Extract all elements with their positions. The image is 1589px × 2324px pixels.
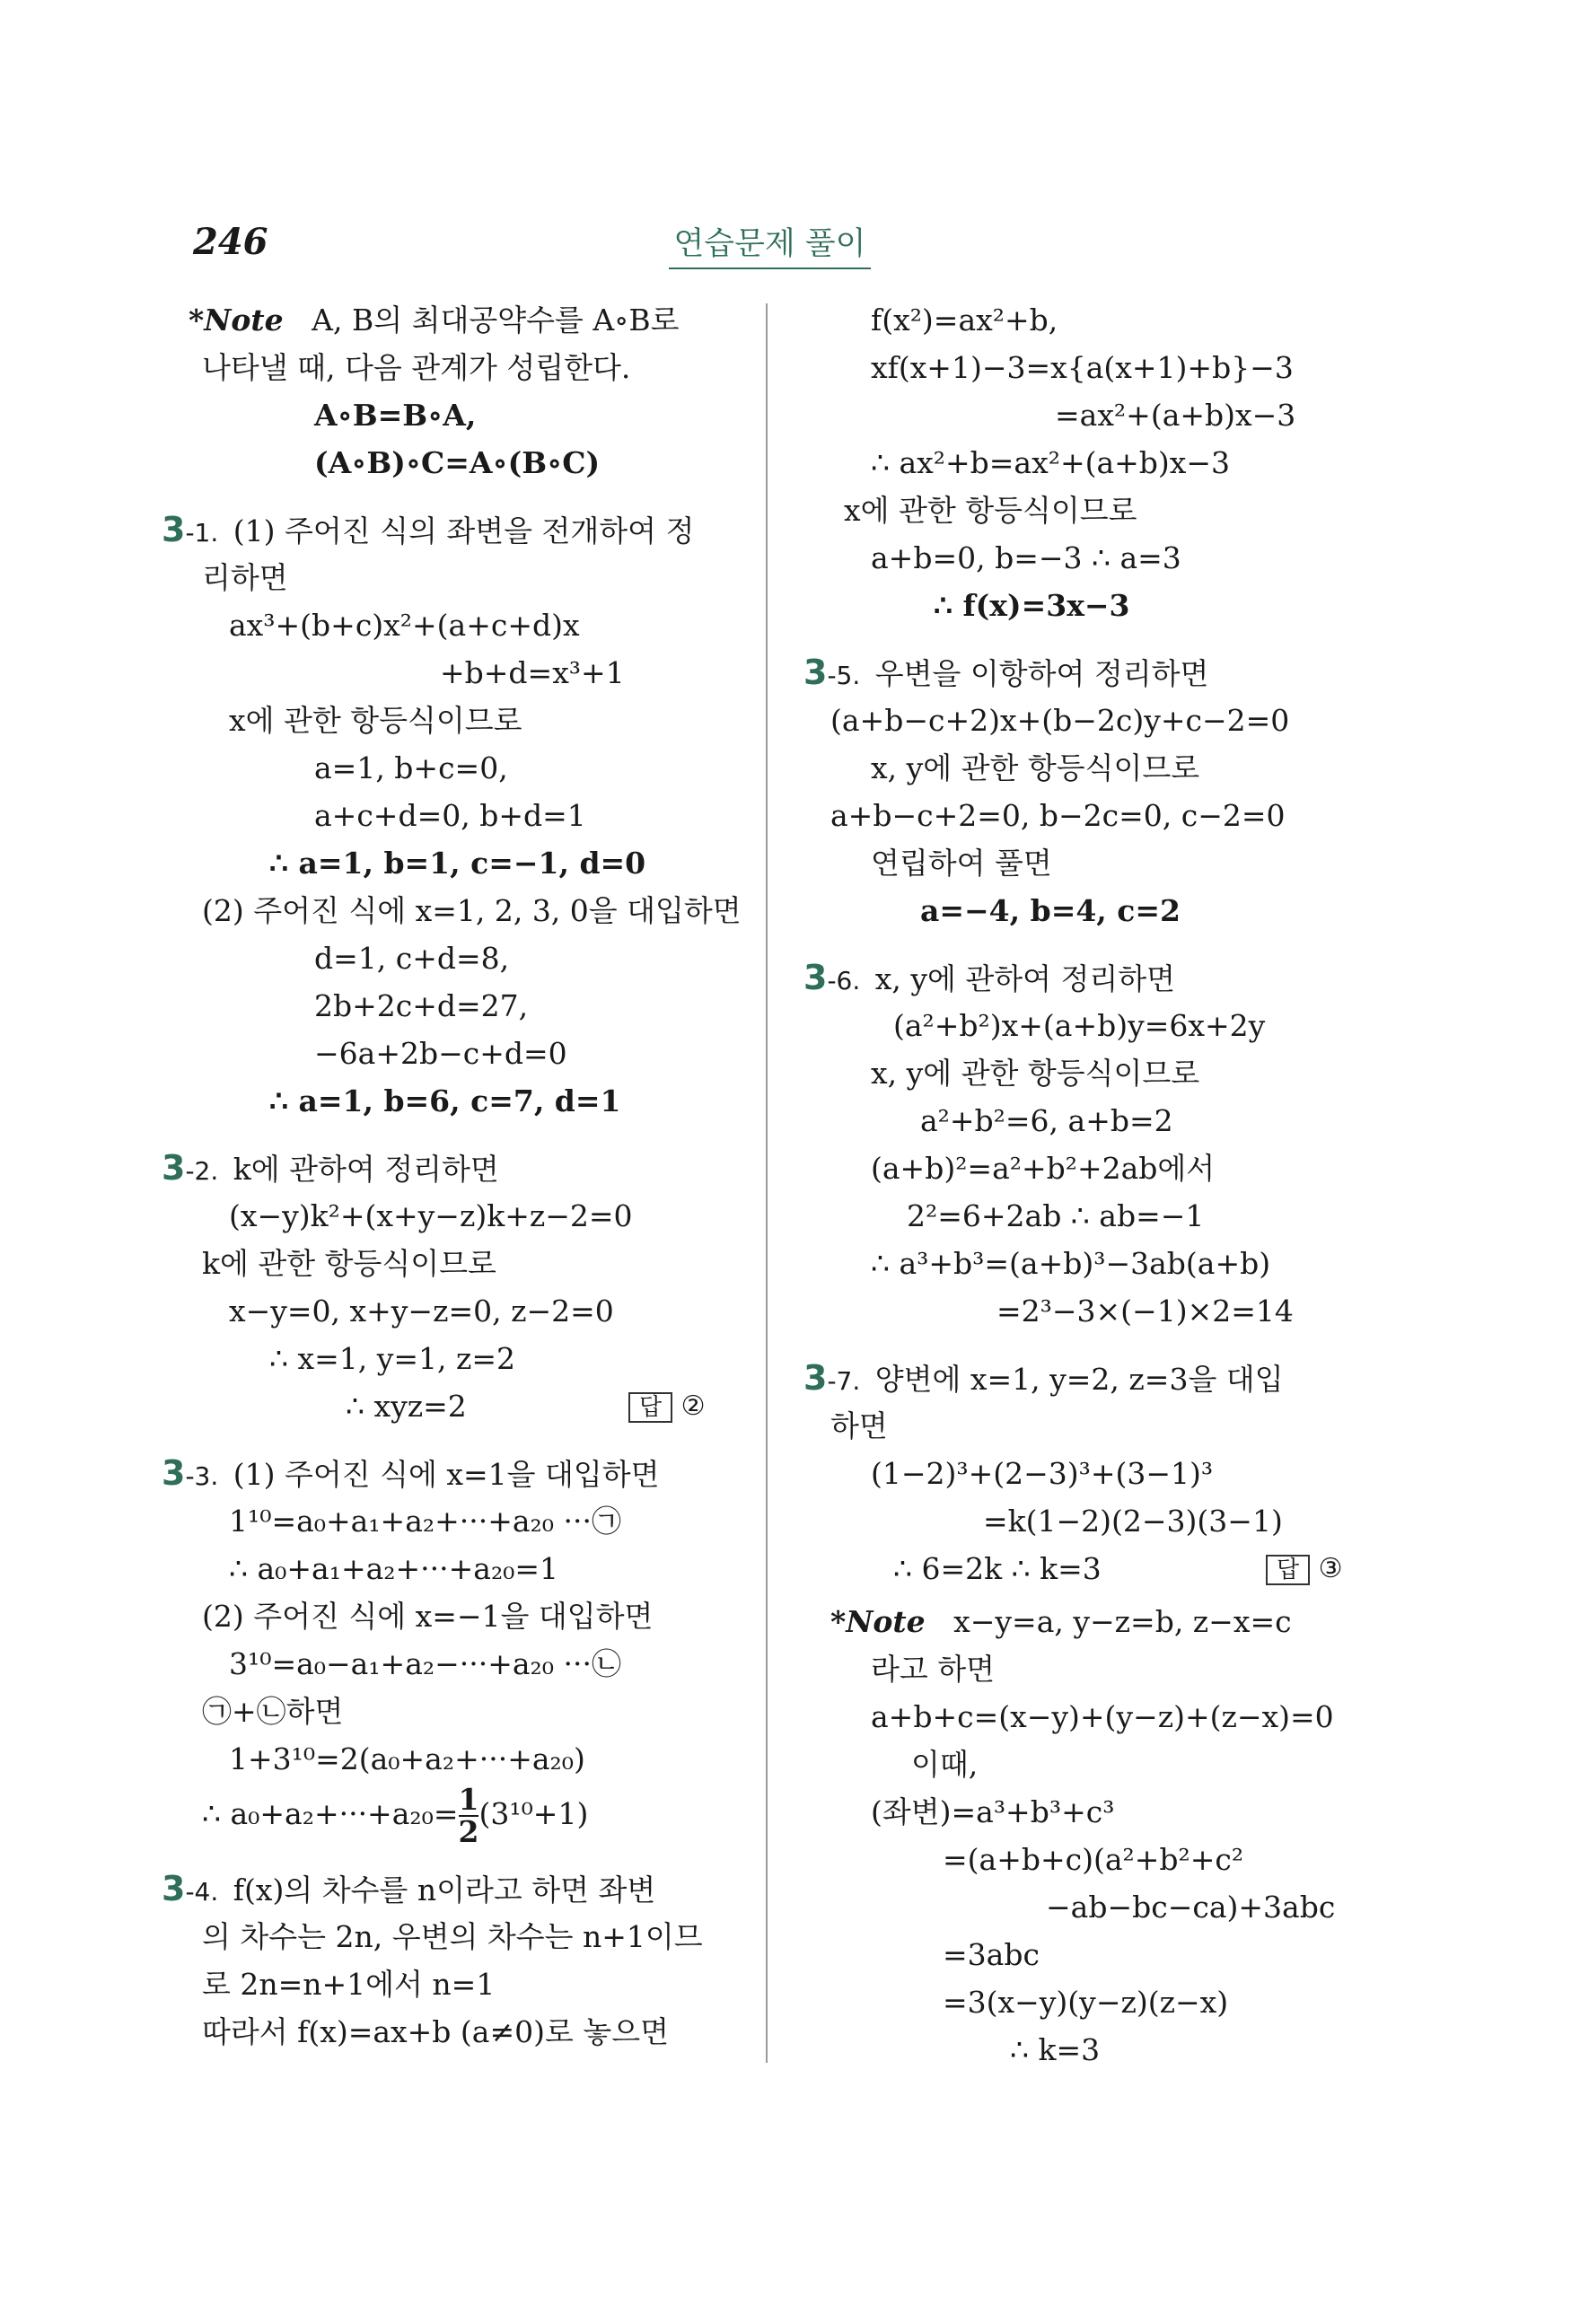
solution-line: (x−y)k²+(x+y−z)k+z−2=0 [229,1198,633,1233]
solution-line: 의 차수는 2n, 우변의 차수는 n+1이므 [202,1919,703,1954]
solution-result: ∴ a=1, b=1, c=−1, d=0 [269,846,646,881]
answer [1266,1545,1343,1594]
result-rhs: (3¹⁰+1) [478,1796,589,1831]
solution-line: x, y에 관한 항등식이므로 [871,750,1200,785]
note-label: *Note [830,1604,926,1639]
solution-line: 하면 [830,1408,888,1443]
problem-heading [162,1450,736,1497]
note-line: −ab−bc−ca)+3abc [1046,1890,1336,1925]
solution-line: x에 관한 항등식이므로 [844,493,1137,528]
solution-result [162,1782,736,1849]
answer-value: ② [680,1390,706,1422]
solution-result: ∴ 6=2k ∴ k=3 [893,1551,1102,1586]
solution-result: ∴ a=1, b=6, c=7, d=1 [269,1083,621,1118]
solution-line: (2) 주어진 식에 x=−1을 대입하면 [202,1599,654,1634]
page-number: 246 [193,221,268,263]
note-line: a+b+c=(x−y)+(y−z)+(z−x)=0 [871,1699,1334,1734]
note-line: 라고 하면 [871,1652,996,1687]
solution-line: 2²=6+2ab ∴ ab=−1 [907,1198,1205,1233]
problem-heading [162,1144,736,1192]
solution-line: d=1, c+d=8, [314,941,510,976]
solution-line: a+c+d=0, b+d=1 [314,798,586,833]
problem-number: 3-2. [162,1148,219,1188]
note-line [803,1598,1396,1645]
solution-line [162,1382,736,1430]
problem-heading [803,1355,1396,1402]
problem-3-4 [162,1865,736,2056]
note-text: x−y=a, y−z=b, z−x=c [953,1604,1292,1639]
solution-line: (a+b−c+2)x+(b−2c)y+c−2=0 [830,703,1290,738]
solution-line: 리하면 [202,560,288,595]
note-line [162,296,736,344]
solution-line: f(x²)=ax²+b, [871,303,1058,338]
solution-line: +b+d=x³+1 [440,655,625,690]
note-intro [162,296,736,487]
solution-line: 따라서 f(x)=ax+b (a≠0)로 놓으면 [202,2014,669,2049]
problem-number: 3-3. [162,1453,219,1493]
problem-text: 양변에 x=1, y=2, z=3을 대입 [874,1362,1284,1397]
solution-line: k에 관한 항등식이므로 [202,1246,496,1281]
note-text: A, B의 최대공약수를 A∘B로 [312,303,680,338]
problem-3-7 [803,1355,1396,1592]
problem-heading [162,1865,736,1913]
note-line: (좌변)=a³+b³+c³ [871,1794,1115,1829]
note-result: ∴ k=3 [1010,2032,1101,2067]
note-line: 이때, [911,1747,979,1782]
solution-line: ㉠+㉡하면 [202,1694,344,1729]
solution-line: ax³+(b+c)x²+(a+c+d)x [229,608,580,643]
problem-number: 3-5. [803,653,861,692]
note-line: =3abc [943,1937,1040,1972]
frac-numerator: 1 [458,1782,479,1817]
solution-result: ∴ xyz=2 [346,1389,467,1424]
problem-number: 3-6. [803,958,861,997]
solution-line: a=1, b+c=0, [314,750,508,785]
answer [628,1382,706,1432]
note-line: 나타낼 때, 다음 관계가 성립한다. [202,350,631,385]
problem-3-1 [162,506,742,1125]
solution-line: x−y=0, x+y−z=0, z−2=0 [229,1294,614,1329]
problem-3-6 [803,954,1396,1335]
problem-text: k에 관하여 정리하면 [233,1152,499,1187]
problem-text: 우변을 이항하여 정리하면 [874,656,1209,691]
problem-3-4-continued [803,296,1396,629]
column-divider [766,303,768,2063]
problem-3-5 [803,649,1396,934]
solution-line [803,1545,1396,1592]
result-lhs: ∴ a₀+a₂+···+a₂₀= [202,1796,459,1831]
solution-line: 3¹⁰=a₀−a₁+a₂−···+a₂₀ ···㉡ [229,1646,621,1681]
solution-line: x에 관한 항등식이므로 [229,703,522,738]
solution-line: 1¹⁰=a₀+a₁+a₂+···+a₂₀ ···㉠ [229,1504,621,1539]
note-label: *Note [189,303,284,338]
right-column [803,296,1396,2074]
solution-line: xf(x+1)−3=x{a(x+1)+b}−3 [871,350,1294,385]
solution-line: −6a+2b−c+d=0 [314,1036,567,1071]
solution-line: a+b−c+2=0, b−2c=0, c−2=0 [830,798,1286,833]
solution-line: ∴ ax²+b=ax²+(a+b)x−3 [871,445,1231,480]
problem-text: (1) 주어진 식의 좌변을 전개하여 정 [233,513,695,548]
fraction [458,1782,479,1849]
note-line: =(a+b+c)(a²+b²+c² [943,1842,1244,1877]
solution-line: 1+3¹⁰=2(a₀+a₂+···+a₂₀) [229,1741,585,1776]
problem-heading [803,649,1396,697]
solution-result: ∴ f(x)=3x−3 [934,588,1130,623]
solution-line: 로 2n=n+1에서 n=1 [202,1967,496,2002]
solution-line: =ax²+(a+b)x−3 [1055,398,1296,433]
answer-label: 답 [628,1392,672,1423]
note-line: =3(x−y)(y−z)(z−x) [943,1985,1229,2020]
solution-line: (2) 주어진 식에 x=1, 2, 3, 0을 대입하면 [202,893,742,928]
solution-line: (1−2)³+(2−3)³+(3−1)³ [871,1456,1214,1491]
solution-line: ∴ x=1, y=1, z=2 [269,1341,516,1376]
solution-line: a+b=0, b=−3 ∴ a=3 [871,540,1181,575]
problem-text: (1) 주어진 식에 x=1을 대입하면 [233,1457,660,1492]
solution-line: ∴ a₀+a₁+a₂+···+a₂₀=1 [229,1551,559,1586]
problem-number: 3-1. [162,510,219,549]
problem-heading [162,506,736,554]
problem-number: 3-4. [162,1869,219,1908]
note-line: (A∘B)∘C=A∘(B∘C) [314,445,601,480]
note-line: A∘B=B∘A, [314,398,477,433]
answer-value: ③ [1318,1553,1343,1584]
solution-line: a²+b²=6, a+b=2 [920,1103,1173,1138]
left-column [162,296,742,2056]
answer-label: 답 [1266,1555,1310,1585]
solution-line: 연립하여 풀면 [871,846,1052,881]
solution-line: =k(1−2)(2−3)(3−1) [983,1504,1283,1539]
solution-result: =2³−3×(−1)×2=14 [996,1294,1294,1329]
page-header-title: 연습문제 풀이 [669,219,871,269]
solution-line: (a+b)²=a²+b²+2ab에서 [871,1151,1216,1186]
solution-result: a=−4, b=4, c=2 [920,893,1181,928]
problem-number: 3-7. [803,1358,861,1398]
problem-3-3 [162,1450,736,1849]
problem-heading [803,954,1396,1002]
note-end [803,1598,1396,2074]
problem-text: f(x)의 차수를 n이라고 하면 좌변 [233,1872,656,1907]
problem-text: x, y에 관하여 정리하면 [874,961,1176,996]
problem-3-2 [162,1144,736,1430]
solution-line: 2b+2c+d=27, [314,988,529,1023]
solution-line: ∴ a³+b³=(a+b)³−3ab(a+b) [871,1246,1271,1281]
solution-line: x, y에 관한 항등식이므로 [871,1056,1200,1091]
solution-line: (a²+b²)x+(a+b)y=6x+2y [893,1008,1266,1043]
frac-denominator: 2 [458,1814,479,1849]
